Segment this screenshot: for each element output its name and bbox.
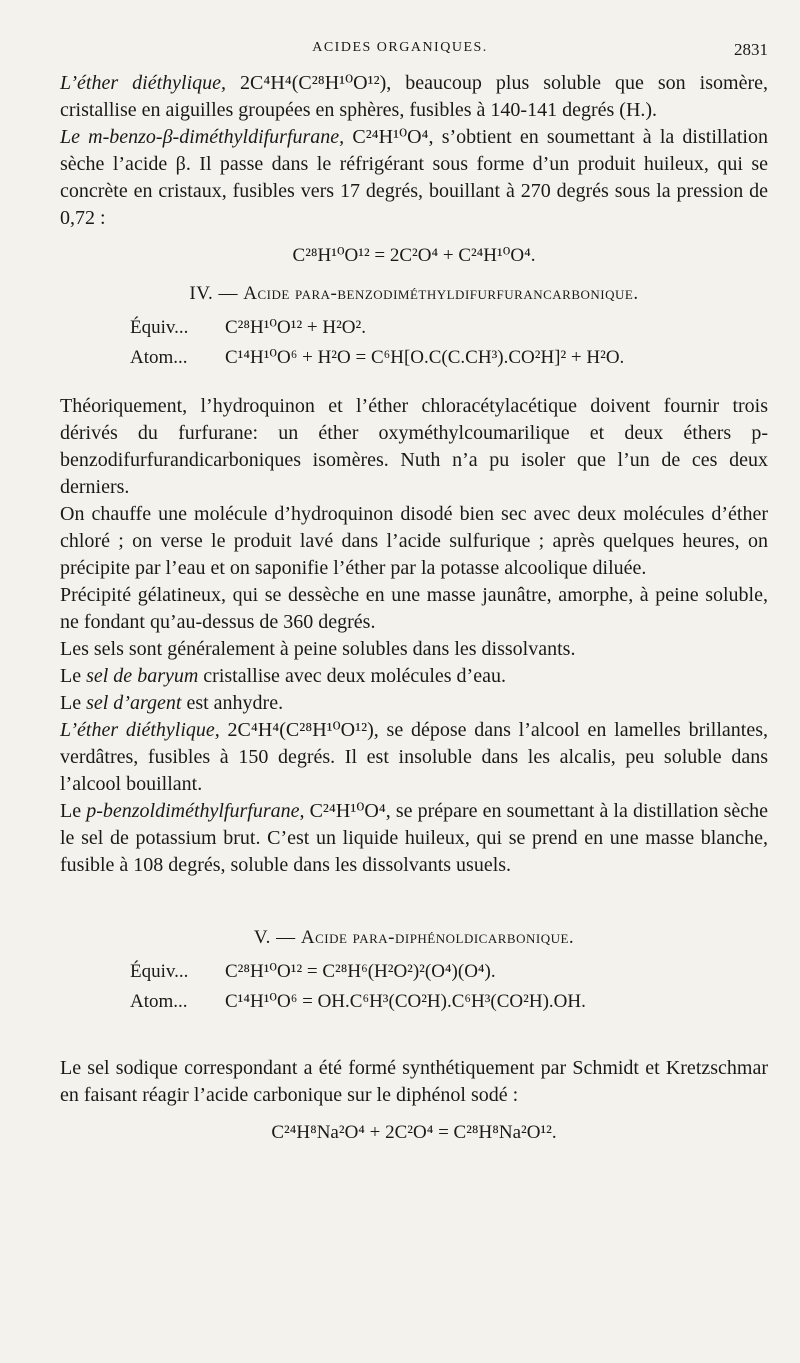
paragraph bbox=[60, 798, 768, 879]
paragraph-text: est anhydre. bbox=[181, 692, 284, 714]
section-title: Acide para-benzodiméthyldifurfurancarbonique. bbox=[243, 283, 639, 304]
equation: C²⁴H⁸Na²O⁴ + 2C²O⁴ = C²⁸H⁸Na²O¹². bbox=[271, 1122, 557, 1143]
paragraph bbox=[60, 690, 768, 717]
paragraph-lead: L’éther diéthylique, bbox=[60, 719, 220, 741]
page-body bbox=[60, 70, 768, 1160]
header-title: ACIDES ORGANIQUES. bbox=[312, 40, 488, 55]
equiv-line bbox=[130, 315, 768, 341]
atom-line bbox=[130, 989, 768, 1015]
paragraph-text: 2C⁴H⁴(C²⁸H¹⁰O¹²), se dépose dans l’alcool en lamelles brillantes, verdâtres, fusibles à 150 degrés. Il est insoluble dans les alcalis, peu soluble dans l’alcool bouillant. bbox=[60, 719, 768, 795]
section-heading bbox=[60, 927, 768, 949]
section-number: V. — bbox=[253, 927, 296, 948]
equation: C²⁸H¹⁰O¹² = 2C²O⁴ + C²⁴H¹⁰O⁴. bbox=[292, 245, 536, 266]
paragraph-pre: Le bbox=[60, 692, 87, 714]
atom-line bbox=[130, 345, 768, 371]
equiv-line bbox=[130, 959, 768, 985]
atom-label: Atom... bbox=[130, 347, 188, 368]
equiv-label: Équiv... bbox=[130, 317, 189, 338]
paragraph bbox=[60, 124, 768, 232]
equiv-formula: C²⁸H¹⁰O¹² = C²⁸H⁶(H²O²)²(O⁴)(O⁴). bbox=[225, 961, 496, 982]
paragraph-text: cristallise avec deux molécules d’eau. bbox=[198, 665, 506, 687]
paragraph-pre: Le bbox=[60, 800, 87, 822]
paragraph: Les sels sont généralement à peine solubles dans les dissolvants. bbox=[60, 638, 576, 660]
paragraph-pre: Le bbox=[60, 665, 87, 687]
paragraph: Le sel sodique correspondant a été formé synthétiquement par Schmidt et Kretzschmar en faisant réagir l’acide carbonique sur le diphénol sodé : bbox=[60, 1057, 768, 1106]
paragraph-lead: sel de baryum bbox=[86, 665, 199, 687]
paragraph-text: C²⁴H¹⁰O⁴, s’obtient en soumettant à la distillation sèche l’acide β. Il passe dans le réfrigérant sous forme d’un produit huileux, qui se concrète en cristaux, fusibles vers 17 degrés, bouillant à 270 degrés sous la pression de 0,72 : bbox=[60, 126, 768, 229]
atom-label: Atom... bbox=[130, 991, 188, 1012]
atom-formula: C¹⁴H¹⁰O⁶ + H²O = C⁶H[O.C(C.CH³).CO²H]² + H²O. bbox=[225, 347, 625, 368]
equiv-label: Équiv... bbox=[130, 961, 189, 982]
section-heading bbox=[60, 283, 768, 305]
atom-formula: C¹⁴H¹⁰O⁶ = OH.C⁶H³(CO²H).C⁶H³(CO²H).OH. bbox=[225, 991, 586, 1012]
paragraph: Théoriquement, l’hydroquinon et l’éther chloracétylacétique doivent fournir trois dérivés du furfurane: un éther oxyméthylcoumarilique et deux éthers p-benzodifurfurandicarboniques isomères. Nuth n’a pu isoler que l’un de ces deux derniers. bbox=[60, 395, 768, 498]
running-header bbox=[0, 40, 800, 64]
paragraph bbox=[60, 717, 768, 798]
paragraph bbox=[60, 663, 768, 690]
section-title: Acide para-diphénoldicarbonique. bbox=[300, 927, 575, 948]
section-number: IV. — bbox=[189, 283, 238, 304]
paragraph-lead: L’éther diéthylique, bbox=[60, 72, 226, 94]
paragraph bbox=[60, 70, 768, 124]
paragraph: On chauffe une molécule d’hydroquinon disodé bien sec avec deux molécules d’éther chloré ; on verse le produit lavé dans l’acide sulfurique ; après quelques heures, on précipite par l’eau et on saponifie l’éther par la potasse alcoolique diluée. bbox=[60, 503, 768, 579]
paragraph-lead: sel d’argent bbox=[86, 692, 182, 714]
paragraph: Précipité gélatineux, qui se dessèche en une masse jaunâtre, amorphe, à peine soluble, ne fondant qu’au-dessus de 360 degrés. bbox=[60, 584, 768, 633]
paragraph-lead: Le m-benzo-β-diméthyldifurfurane, bbox=[60, 126, 345, 148]
page-number: 2831 bbox=[734, 40, 768, 59]
equiv-formula: C²⁸H¹⁰O¹² + H²O². bbox=[225, 317, 366, 338]
paragraph-lead: p-benzoldiméthylfurfurane, bbox=[86, 800, 305, 822]
paragraph-text: C²⁴H¹⁰O⁴, se prépare en soumettant à la distillation sèche le sel de potassium brut. C’est un liquide huileux, qui se prend en une masse blanche, fusible à 108 degrés, soluble dans les dissolvants usuels. bbox=[60, 800, 769, 876]
paragraph-text: 2C⁴H⁴(C²⁸H¹⁰O¹²), beaucoup plus soluble que son isomère, cristallise en aiguilles groupées en sphères, fusibles à 140-141 degrés (H.). bbox=[60, 72, 768, 121]
